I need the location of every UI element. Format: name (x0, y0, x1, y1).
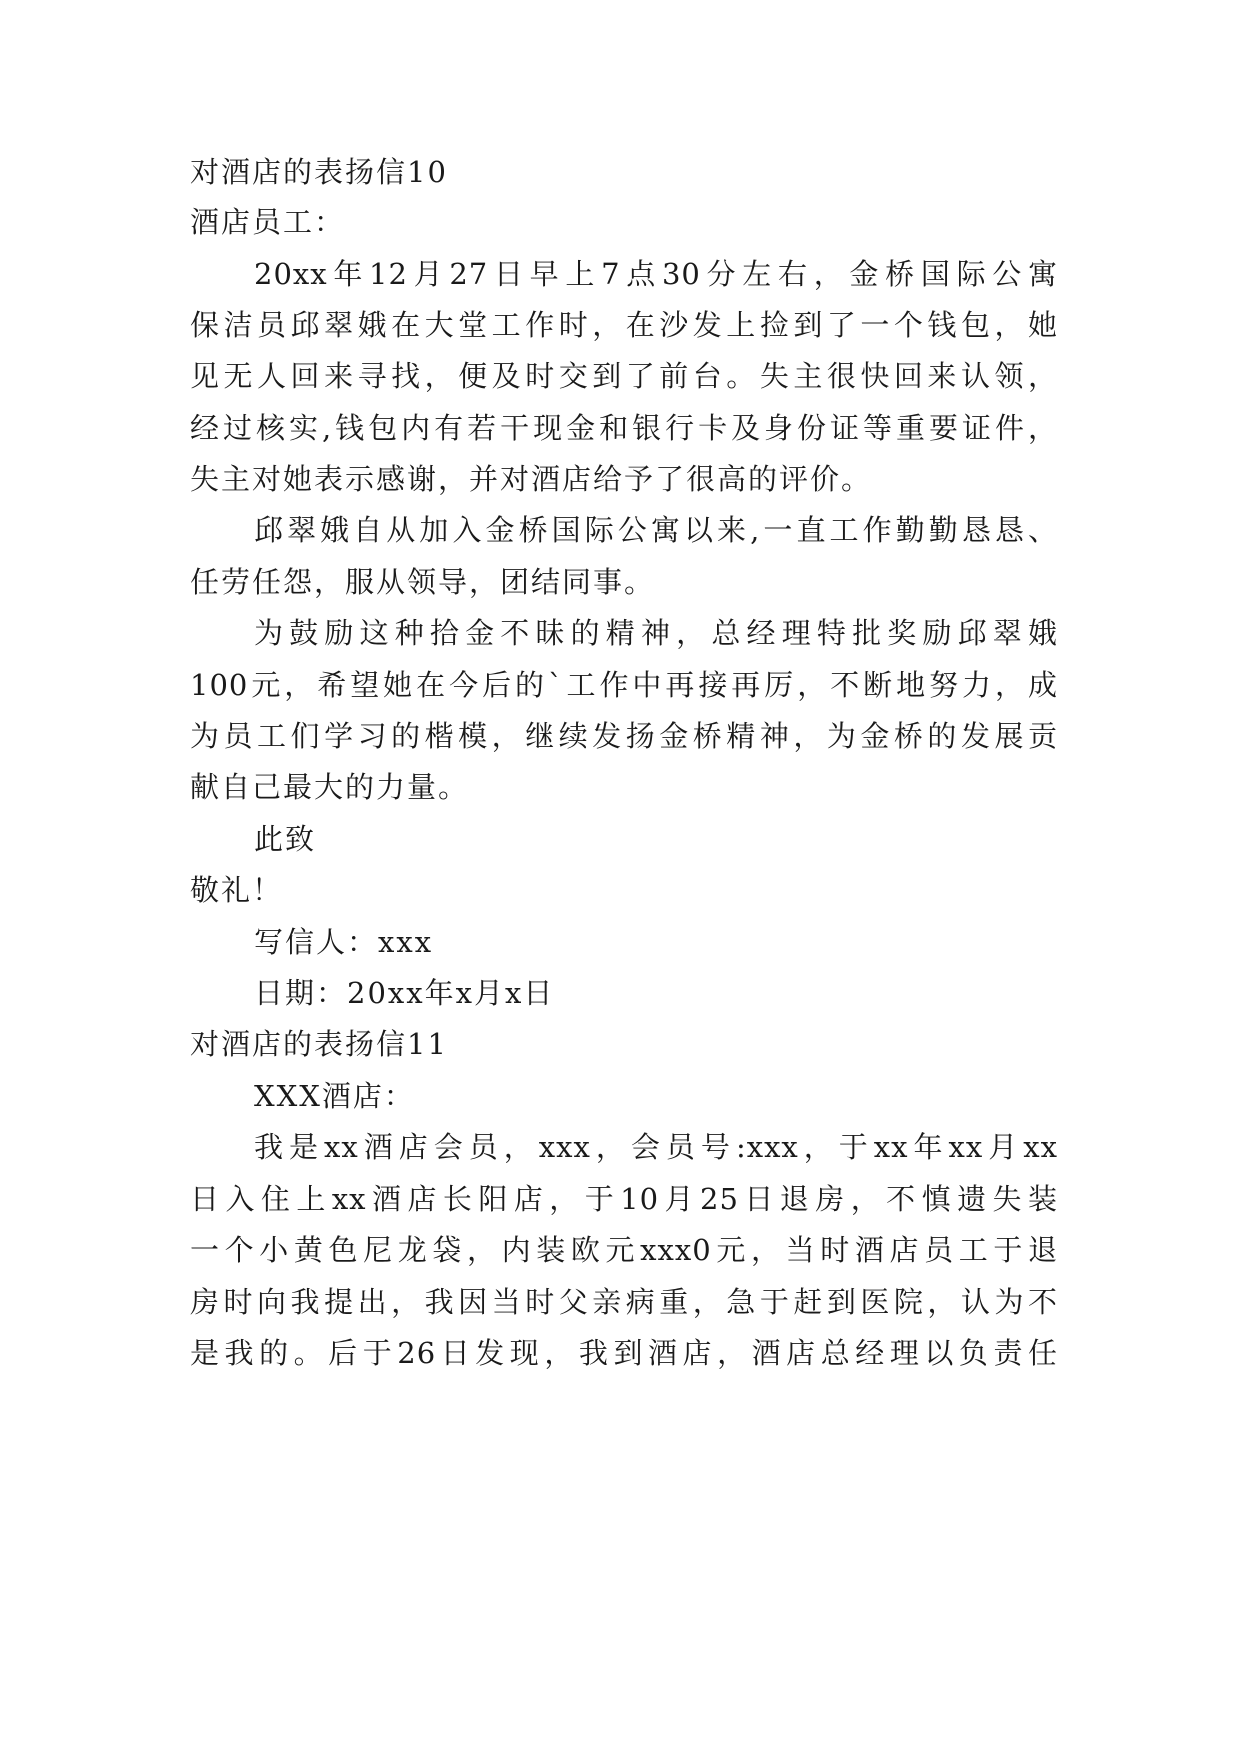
letter-11-salutation: XXX酒店： (254, 1079, 415, 1113)
letter-10-paragraph-1-line: 经过核实,钱包内有若干现金和银行卡及身份证等重要证件， (190, 411, 1058, 445)
letter-10-paragraph-1-line: 20xx年12月27日早上7点30分左右，金桥国际公寓 (254, 257, 1058, 291)
letter-11-paragraph-1-line: 是我的。后于26日发现，我到酒店，酒店总经理以负责任 (190, 1336, 1058, 1370)
letter-10-paragraph-1-line: 失主对她表示感谢，并对酒店给予了很高的评价。 (190, 462, 873, 496)
letter-11-paragraph-1-line: 日入住上xx酒店长阳店，于10月25日退房，不慎遗失装 (190, 1182, 1058, 1216)
letter-10-paragraph-2-line: 任劳任怨，服从领导，团结同事。 (190, 565, 656, 599)
letter-11-paragraph-1-line: 我是xx酒店会员，xxx，会员号:xxx，于xx年xx月xx (254, 1130, 1058, 1164)
letter-10-regards: 敬礼！ (190, 873, 284, 907)
letter-10-paragraph-2-line: 邱翠娥自从加入金桥国际公寓以来,一直工作勤勤恳恳、 (254, 513, 1058, 547)
letter-11-paragraph-1-line: 一个小黄色尼龙袋，内装欧元xxx0元，当时酒店员工于退 (190, 1233, 1058, 1267)
letter-10-paragraph-3-line: 为员工们学习的楷模，继续发扬金桥精神，为金桥的发展贡 (190, 719, 1058, 753)
letter-10-writer: 写信人：xxx (254, 925, 434, 959)
letter-10-paragraph-3-line: 为鼓励这种拾金不昧的精神，总经理特批奖励邱翠娥 (254, 616, 1058, 650)
letter-10-date: 日期：20xx年x月x日 (254, 976, 555, 1010)
letter-10-paragraph-1-line: 见无人回来寻找，便及时交到了前台。失主很快回来认领， (190, 359, 1058, 393)
letter-10-salutation: 酒店员工： (190, 205, 346, 239)
letter-11-paragraph-1-line: 房时向我提出，我因当时父亲病重，急于赶到医院，认为不 (190, 1285, 1058, 1319)
letter-10-title: 对酒店的表扬信10 (190, 155, 448, 189)
letter-10-paragraph-1-line: 保洁员邱翠娥在大堂工作时，在沙发上捡到了一个钱包，她 (190, 308, 1058, 342)
letter-10-closing: 此致 (254, 822, 317, 856)
letter-10-paragraph-3-line: 献自己最大的力量。 (190, 770, 470, 804)
letter-11-title: 对酒店的表扬信11 (190, 1027, 448, 1061)
letter-10-paragraph-3-line: 100元，希望她在今后的`工作中再接再厉，不断地努力，成 (190, 668, 1058, 702)
